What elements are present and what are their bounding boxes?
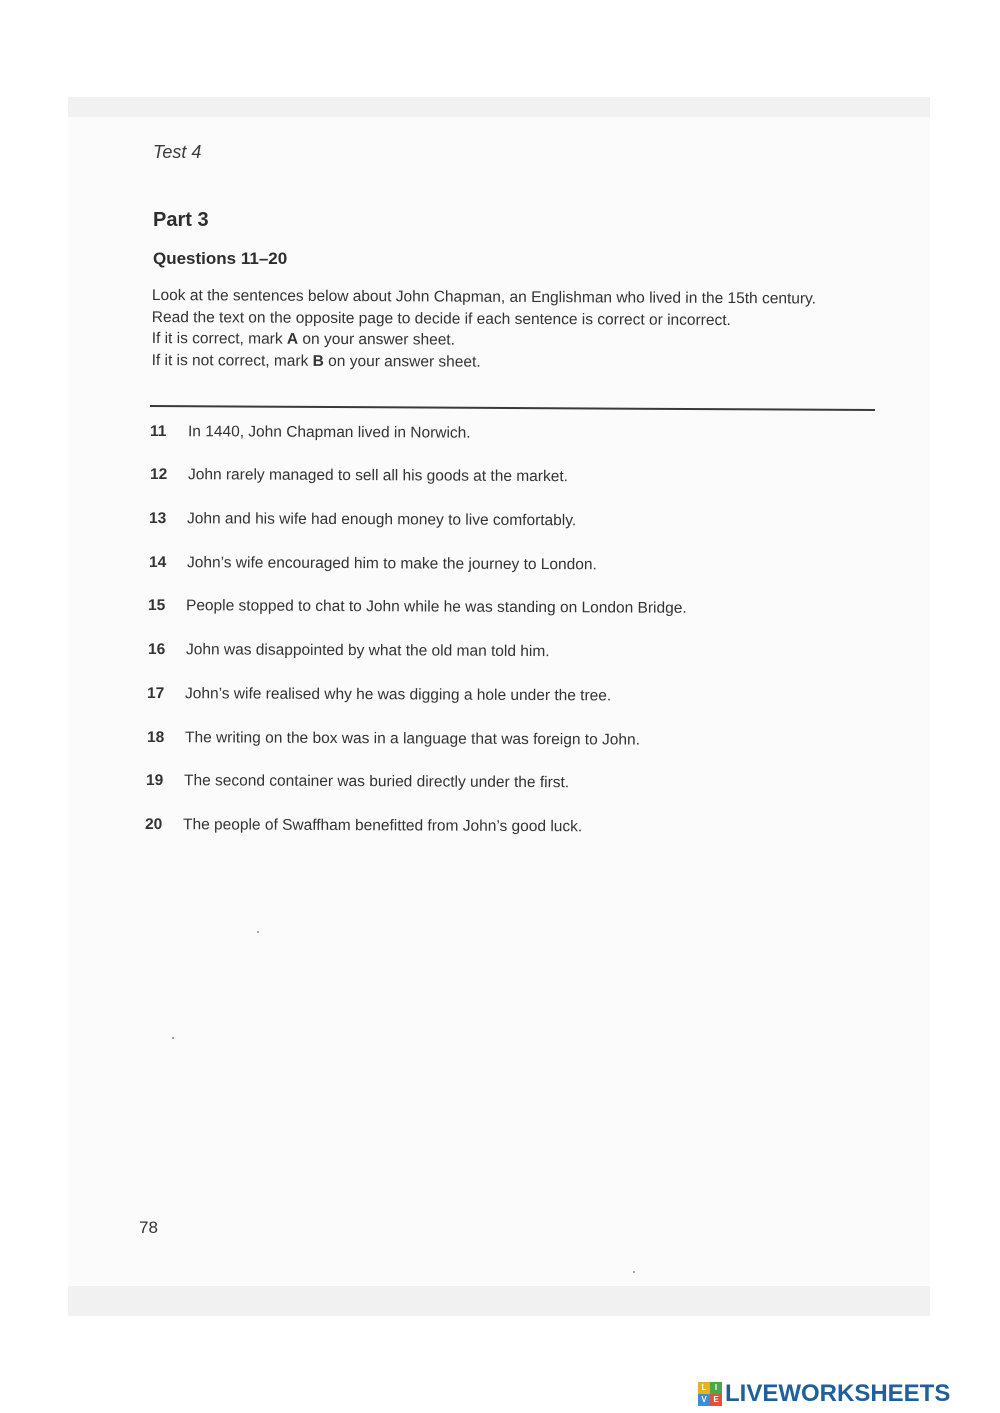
question-item	[150, 423, 471, 443]
liveworksheets-logo-icon	[698, 1382, 722, 1406]
question-text: The people of Swaffham benefitted from John’s good luck.	[182, 816, 583, 836]
logo-letter-i: I	[710, 1382, 722, 1394]
scan-speck	[172, 1037, 174, 1039]
instruction-line-4-pre: If it is not correct, mark	[151, 351, 313, 370]
logo-letter-v: V	[698, 1394, 710, 1406]
question-text: People stopped to chat to John while he was standing on London Bridge.	[185, 597, 687, 617]
question-number: 14	[148, 554, 167, 572]
question-item	[148, 597, 687, 618]
part-title: Part 3	[153, 209, 209, 231]
question-text: John rarely managed to sell all his goods at the market.	[187, 466, 569, 486]
instruction-line-2: Read the text on the opposite page to decide if each sentence is correct or incorrect.	[151, 308, 731, 329]
question-item	[149, 554, 597, 574]
question-text: In 1440, John Chapman lived in Norwich.	[187, 423, 471, 442]
question-text: John and his wife had enough money to live comfortably.	[186, 510, 577, 530]
question-item	[147, 729, 640, 750]
liveworksheets-watermark	[698, 1379, 950, 1409]
test-label: Test 4	[153, 142, 202, 162]
question-item	[149, 510, 576, 530]
questions-range-heading: Questions 11–20	[153, 249, 288, 268]
question-number: 17	[146, 685, 165, 703]
answer-option-a: A	[286, 330, 299, 348]
question-item	[146, 772, 569, 792]
question-text: John’s wife realised why he was digging a hole under the tree.	[184, 685, 612, 705]
question-number: 16	[147, 641, 166, 659]
liveworksheets-wordmark: LIVEWORKSHEETS	[725, 1380, 951, 1407]
logo-letter-l: L	[698, 1382, 710, 1394]
question-item	[145, 816, 582, 836]
question-number: 18	[146, 729, 165, 747]
instruction-line-4-post: on your answer sheet.	[323, 352, 481, 371]
question-number: 20	[144, 816, 163, 834]
question-text: The writing on the box was in a language that was foreign to John.	[184, 729, 640, 749]
question-number: 15	[147, 597, 166, 615]
question-text: John’s wife encouraged him to make the journey to London.	[186, 554, 597, 574]
question-text: The second container was buried directly under the first.	[183, 772, 570, 792]
scan-speck	[257, 931, 259, 933]
question-number: 11	[149, 423, 167, 441]
scan-margin-bottom	[68, 1286, 930, 1316]
question-number: 19	[145, 772, 164, 790]
scan-speck	[633, 1271, 635, 1273]
instruction-line-1: Look at the sentences below about John Chapman, an Englishman who lived in the 15th century.	[151, 286, 817, 308]
page-number: 78	[139, 1218, 158, 1237]
instruction-line-3-post: on your answer sheet.	[298, 330, 455, 349]
question-number: 13	[148, 510, 167, 528]
instruction-line-3-pre: If it is correct, mark	[151, 329, 287, 348]
logo-letter-e: E	[710, 1394, 722, 1406]
question-item	[148, 641, 550, 661]
question-item	[147, 685, 611, 705]
question-number: 12	[149, 466, 168, 484]
question-text: John was disappointed by what the old man told him.	[185, 641, 550, 661]
answer-option-b: B	[312, 352, 324, 370]
question-item	[150, 466, 568, 486]
